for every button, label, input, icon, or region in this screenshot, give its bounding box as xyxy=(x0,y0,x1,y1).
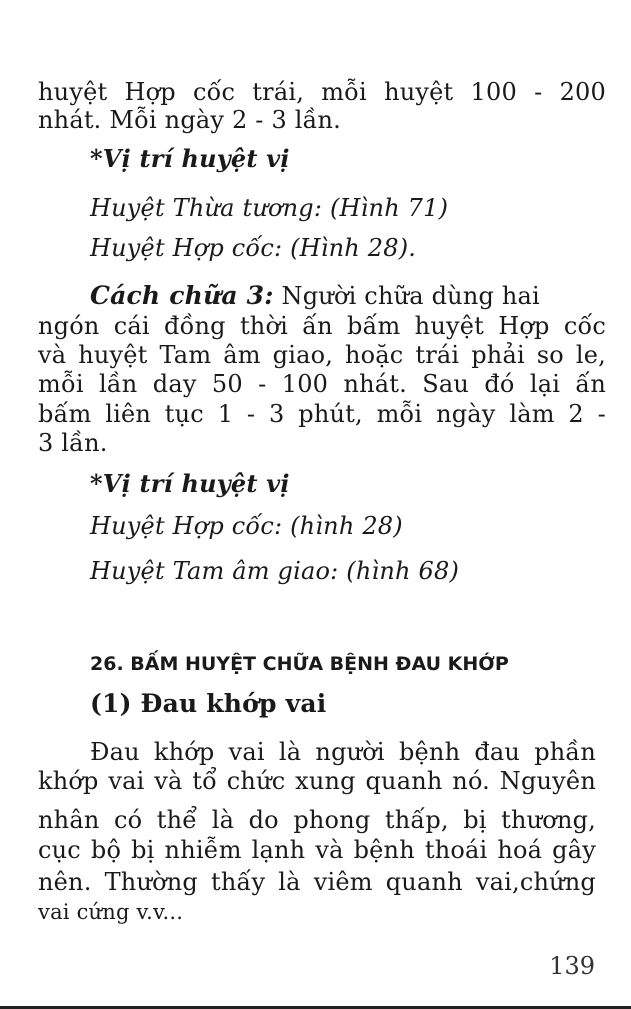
text-line-2: nhát. Mỗi ngày 2 - 3 lần. xyxy=(38,106,342,134)
text-line-16: khớp vai và tổ chức xung quanh nó. Nguyên xyxy=(38,767,596,795)
section-label-location-1: *Vị trí huyệt vị xyxy=(90,144,290,173)
text-line-8: và huyệt Tam âm giao, hoặc trái phải so le, xyxy=(38,341,606,369)
method-3-line xyxy=(90,282,540,310)
text-line-11: 3 lần. xyxy=(38,429,108,457)
text-line-19: nên. Thường thấy là viêm quanh vai,chứng xyxy=(38,868,596,896)
text-line-10: bấm liên tục 1 - 3 phút, mỗi ngày làm 2 - xyxy=(38,400,606,428)
text-line-18: cục bộ bị nhiễm lạnh và bệnh thoái hoá gây xyxy=(38,836,596,864)
text-line-17: nhân có thể là do phong thấp, bị thương, xyxy=(38,806,596,834)
text-line-1: huyệt Hợp cốc trái, mỗi huyệt 100 - 200 xyxy=(38,78,606,106)
section-heading-26: 26. BẤM HUYỆT CHỮA BỆNH ĐAU KHỚP xyxy=(90,653,509,675)
acupoint-hop-coc-1: Huyệt Hợp cốc: (Hình 28). xyxy=(90,234,417,262)
text-line-7: ngón cái đồng thời ấn bấm huyệt Hợp cốc xyxy=(38,312,606,340)
method-3-text: Người chữa dùng hai xyxy=(273,282,540,310)
text-line-20: vai cứng v.v... xyxy=(38,900,184,924)
subsection-heading-shoulder: (1) Đau khớp vai xyxy=(90,689,327,718)
text-line-9: mỗi lần day 50 - 100 nhát. Sau đó lại ấn xyxy=(38,370,606,398)
acupoint-thua-tuong: Huyệt Thừa tương: (Hình 71) xyxy=(90,194,449,222)
page-number: 139 xyxy=(549,952,595,980)
text-line-15: Đau khớp vai là người bệnh đau phần xyxy=(90,738,596,766)
section-label-location-2: *Vị trí huyệt vị xyxy=(90,469,290,498)
acupoint-hop-coc-2: Huyệt Hợp cốc: (hình 28) xyxy=(90,512,403,540)
acupoint-tam-am-giao: Huyệt Tam âm giao: (hình 68) xyxy=(90,557,460,585)
method-3-label: Cách chữa 3: xyxy=(90,281,274,310)
